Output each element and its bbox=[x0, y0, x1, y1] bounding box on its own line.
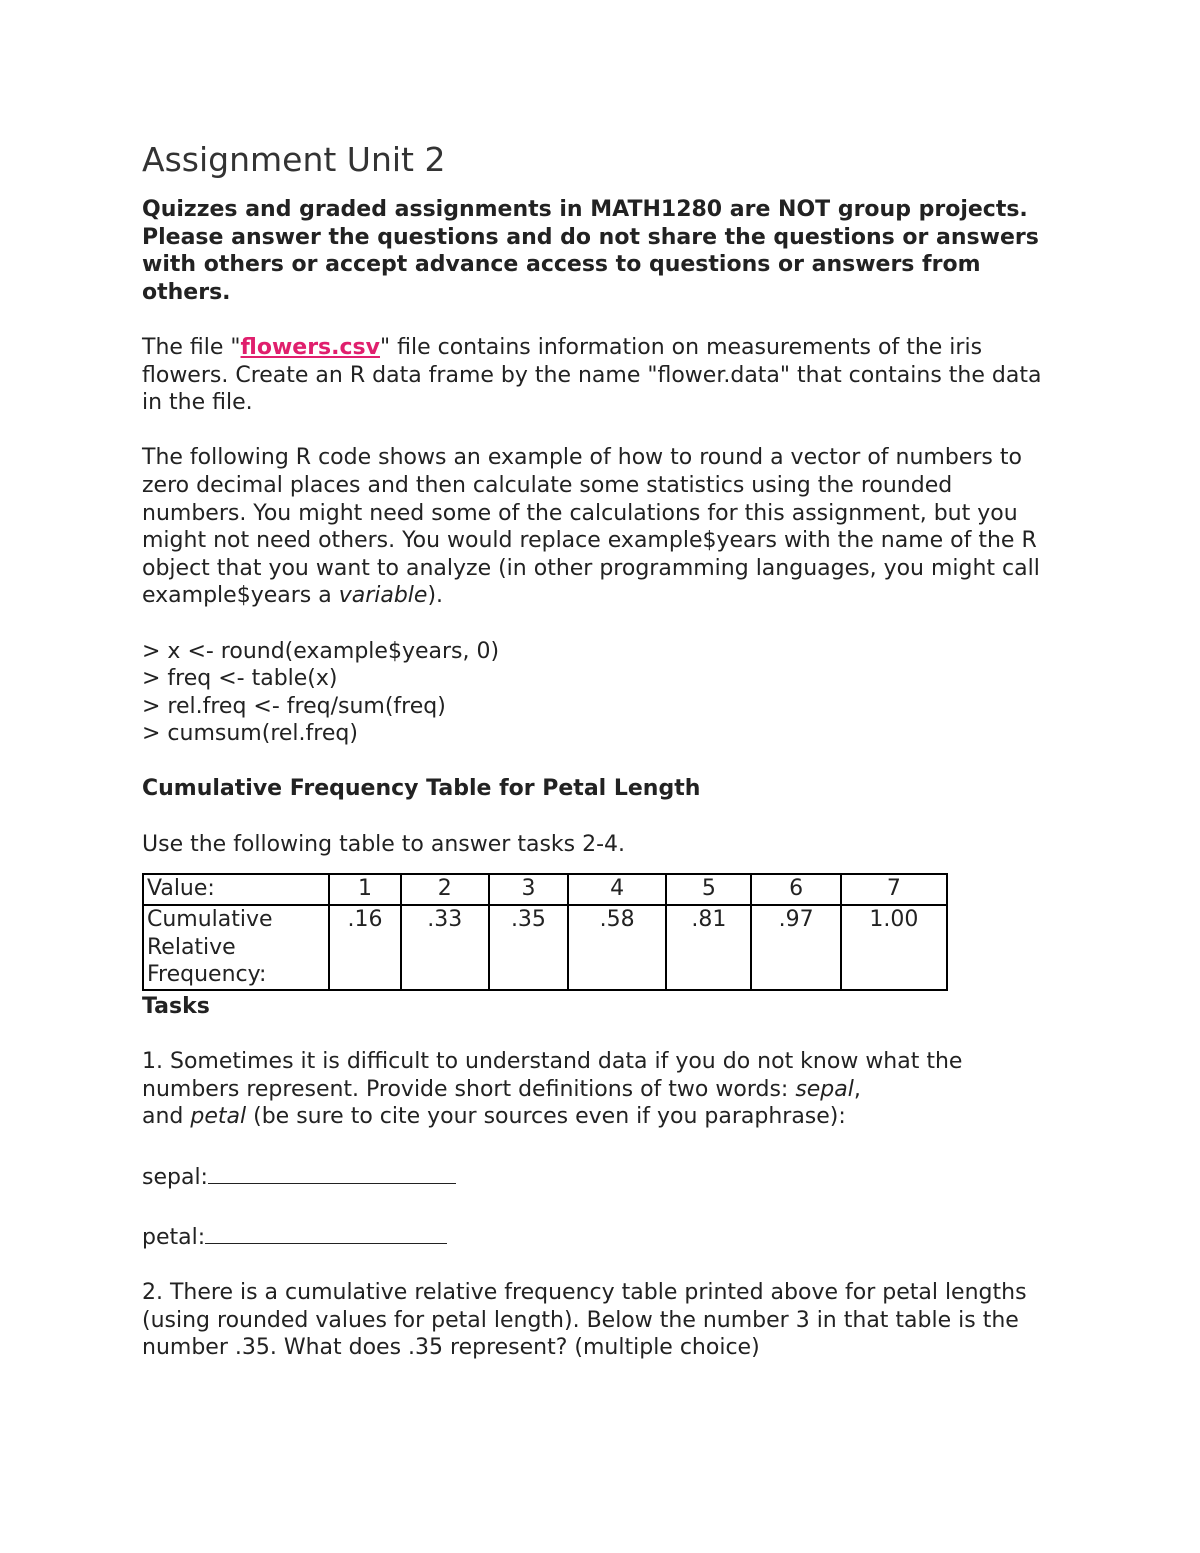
sepal-blank[interactable] bbox=[208, 1159, 456, 1184]
task-2: 2. There is a cumulative relative frequency table printed above for petal lengths (using rounded values for petal length). Below the number 3 in that table is the number .35. What does .35 represent? (multiple choice) bbox=[142, 1279, 1027, 1361]
table-cell: 5 bbox=[666, 874, 751, 905]
sepal-label: sepal: bbox=[142, 1164, 208, 1190]
table-cell: 2 bbox=[401, 874, 489, 905]
table-cell: .58 bbox=[568, 905, 666, 990]
intro-prefix: The file " bbox=[142, 334, 241, 360]
table-cell: 4 bbox=[568, 874, 666, 905]
code-line: > x <- round(example$years, 0) bbox=[142, 638, 500, 664]
sepal-answer-line bbox=[142, 1159, 1062, 1192]
petal-answer-line bbox=[142, 1219, 1062, 1252]
table-cell: 1 bbox=[329, 874, 400, 905]
petal-blank[interactable] bbox=[205, 1219, 447, 1244]
task-1 bbox=[142, 1048, 1062, 1131]
table-cell: 7 bbox=[841, 874, 947, 905]
table-cell: 3 bbox=[489, 874, 568, 905]
table-heading: Cumulative Frequency Table for Petal Length bbox=[142, 776, 701, 802]
petal-label: petal: bbox=[142, 1224, 206, 1250]
example-end: ). bbox=[427, 583, 444, 609]
r-code-block bbox=[142, 638, 1062, 748]
code-line: > rel.freq <- freq/sum(freq) bbox=[142, 693, 446, 719]
tasks-heading: Tasks bbox=[142, 994, 210, 1020]
flowers-csv-link[interactable]: flowers.csv bbox=[240, 334, 380, 360]
table-instruction: Use the following table to answer tasks 2-4. bbox=[142, 831, 626, 857]
table-cell: 6 bbox=[751, 874, 840, 905]
table-cell: 1.00 bbox=[841, 905, 947, 990]
task1-end: (be sure to cite your sources even if you paraphrase): bbox=[246, 1104, 846, 1130]
table-cell: .16 bbox=[329, 905, 400, 990]
table-row bbox=[143, 874, 947, 905]
task1-comma: , bbox=[853, 1076, 861, 1102]
example-paragraph bbox=[142, 444, 1062, 610]
integrity-notice: Quizzes and graded assignments in MATH1280 are NOT group projects. Please answer the questions and do not share the questions or answers with others or accept advance access to questions or answers from others. bbox=[142, 197, 1039, 305]
example-text: The following R code shows an example of how to round a vector of numbers to zero decimal places and then calculate some statistics using the rounded numbers. You might need some of the calculations for this assignment, but you might not need others. You would replace example$years with the name of the R object that you want to analyze (in other programming languages, you might call example$years a bbox=[142, 445, 1040, 609]
task1-and: and bbox=[142, 1104, 191, 1130]
task1-text: 1. Sometimes it is difficult to understand data if you do not know what the numbers represent. Provide short definitions of two words: bbox=[142, 1049, 963, 1102]
code-line: > cumsum(rel.freq) bbox=[142, 721, 358, 747]
table-row bbox=[143, 905, 947, 990]
intro-suffix: " file contains information on measurements of the iris flowers. Create an R data frame by the name "flower.data" that contains the data in the file. bbox=[142, 334, 1042, 416]
cumulative-frequency-table bbox=[142, 873, 948, 991]
code-line: > freq <- table(x) bbox=[142, 666, 338, 692]
task1-italic-sepal: sepal bbox=[795, 1076, 854, 1102]
intro-paragraph bbox=[142, 334, 1062, 417]
page-title: Assignment Unit 2 bbox=[142, 140, 446, 179]
table-cell: .35 bbox=[489, 905, 568, 990]
document-page bbox=[142, 140, 1062, 1362]
example-italic: variable bbox=[338, 583, 428, 609]
table-cell: .81 bbox=[666, 905, 751, 990]
table-cell: .33 bbox=[401, 905, 489, 990]
row-label-cumulative: Cumulative Relative Frequency: bbox=[143, 905, 329, 990]
row-label-value: Value: bbox=[143, 874, 329, 905]
table-cell: .97 bbox=[751, 905, 840, 990]
task1-italic-petal: petal bbox=[190, 1104, 247, 1130]
